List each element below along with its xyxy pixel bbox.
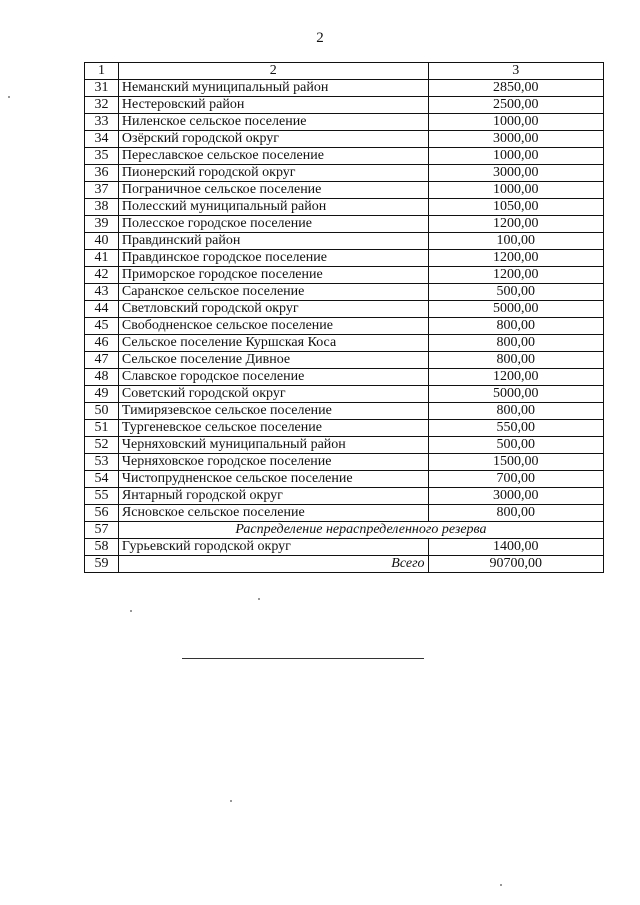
- table-row: [85, 284, 604, 301]
- table-row: [85, 352, 604, 369]
- table-row: [85, 216, 604, 233]
- row-number: 43: [85, 284, 119, 301]
- table-row: [85, 250, 604, 267]
- municipality-name: Советский городской округ: [118, 386, 428, 403]
- page-number: 2: [316, 30, 324, 46]
- municipality-name: Янтарный городской округ: [118, 488, 428, 505]
- municipality-name: Саранское сельское поселение: [118, 284, 428, 301]
- total-amount: 90700,00: [428, 556, 603, 573]
- row-number: 51: [85, 420, 119, 437]
- row-number: 37: [85, 182, 119, 199]
- section-label: Распределение нераспределенного резерва: [118, 522, 603, 539]
- allocation-amount: 100,00: [428, 233, 603, 250]
- table-row: [85, 97, 604, 114]
- scan-speck: [130, 610, 132, 612]
- table-row: [85, 369, 604, 386]
- row-number: 53: [85, 454, 119, 471]
- table-row: [85, 301, 604, 318]
- column-header-1: 1: [85, 63, 119, 80]
- row-number: 31: [85, 80, 119, 97]
- table-row: [85, 471, 604, 488]
- municipality-name: Тимирязевское сельское поселение: [118, 403, 428, 420]
- table-header-row: [85, 63, 604, 80]
- municipality-name: Пионерский городской округ: [118, 165, 428, 182]
- row-number: 34: [85, 131, 119, 148]
- scan-speck: [500, 884, 502, 886]
- budget-allocation-table: [84, 62, 604, 573]
- column-header-3: 3: [428, 63, 603, 80]
- table-row: [85, 488, 604, 505]
- allocation-amount: 3000,00: [428, 131, 603, 148]
- row-number: 42: [85, 267, 119, 284]
- row-number: 49: [85, 386, 119, 403]
- allocation-amount: 1050,00: [428, 199, 603, 216]
- row-number: 44: [85, 301, 119, 318]
- allocation-amount: 3000,00: [428, 488, 603, 505]
- row-number: 54: [85, 471, 119, 488]
- municipality-name: Полесский муниципальный район: [118, 199, 428, 216]
- municipality-name: Светловский городской округ: [118, 301, 428, 318]
- row-number: 47: [85, 352, 119, 369]
- table-row: [85, 267, 604, 284]
- municipality-name: Правдинский район: [118, 233, 428, 250]
- row-number: 36: [85, 165, 119, 182]
- scan-speck: [230, 800, 232, 802]
- allocation-amount: 800,00: [428, 352, 603, 369]
- allocation-amount: 1200,00: [428, 369, 603, 386]
- allocation-amount: 800,00: [428, 335, 603, 352]
- row-number: 55: [85, 488, 119, 505]
- municipality-name: Полесское городское поселение: [118, 216, 428, 233]
- municipality-name: Тургеневское сельское поселение: [118, 420, 428, 437]
- table-row: [85, 80, 604, 97]
- scan-speck: [258, 598, 260, 600]
- municipality-name: Свободненское сельское поселение: [118, 318, 428, 335]
- row-number: 38: [85, 199, 119, 216]
- row-number: 45: [85, 318, 119, 335]
- allocation-amount: 2850,00: [428, 80, 603, 97]
- municipality-name: Пограничное сельское поселение: [118, 182, 428, 199]
- row-number: 40: [85, 233, 119, 250]
- municipality-name: Приморское городское поселение: [118, 267, 428, 284]
- allocation-amount: 500,00: [428, 437, 603, 454]
- row-number: 59: [85, 556, 119, 573]
- section-row: [85, 522, 604, 539]
- row-number: 39: [85, 216, 119, 233]
- municipality-name: Правдинское городское поселение: [118, 250, 428, 267]
- table-row: [85, 335, 604, 352]
- table-row: [85, 131, 604, 148]
- allocation-amount: 800,00: [428, 318, 603, 335]
- allocation-amount: 550,00: [428, 420, 603, 437]
- allocation-amount: 1000,00: [428, 148, 603, 165]
- allocation-amount: 5000,00: [428, 301, 603, 318]
- row-number: 50: [85, 403, 119, 420]
- scan-speck: [8, 96, 10, 98]
- municipality-name: Ниленское сельское поселение: [118, 114, 428, 131]
- municipality-name: Нестеровский район: [118, 97, 428, 114]
- municipality-name: Сельское поселение Дивное: [118, 352, 428, 369]
- table-row: [85, 199, 604, 216]
- table-row: [85, 539, 604, 556]
- table-row: [85, 318, 604, 335]
- allocation-amount: 2500,00: [428, 97, 603, 114]
- municipality-name: Переславское сельское поселение: [118, 148, 428, 165]
- table-row: [85, 148, 604, 165]
- column-header-2: 2: [118, 63, 428, 80]
- allocation-amount: 800,00: [428, 505, 603, 522]
- total-row: [85, 556, 604, 573]
- municipality-name: Озёрский городской округ: [118, 131, 428, 148]
- table-row: [85, 420, 604, 437]
- table-row: [85, 114, 604, 131]
- allocation-amount: 1000,00: [428, 114, 603, 131]
- allocation-amount: 5000,00: [428, 386, 603, 403]
- allocation-amount: 1200,00: [428, 250, 603, 267]
- table-row: [85, 505, 604, 522]
- table-row: [85, 403, 604, 420]
- table-row: [85, 386, 604, 403]
- row-number: 58: [85, 539, 119, 556]
- allocation-amount: 1200,00: [428, 216, 603, 233]
- row-number: 48: [85, 369, 119, 386]
- table-row: [85, 454, 604, 471]
- row-number: 57: [85, 522, 119, 539]
- table-row: [85, 182, 604, 199]
- allocation-amount: 1000,00: [428, 182, 603, 199]
- allocation-amount: 500,00: [428, 284, 603, 301]
- allocation-amount: 1200,00: [428, 267, 603, 284]
- row-number: 52: [85, 437, 119, 454]
- table-row: [85, 233, 604, 250]
- municipality-name: Чистопрудненское сельское поселение: [118, 471, 428, 488]
- allocation-amount: 800,00: [428, 403, 603, 420]
- row-number: 33: [85, 114, 119, 131]
- total-label: Всего: [118, 556, 428, 573]
- municipality-name: Черняховское городское поселение: [118, 454, 428, 471]
- municipality-name: Славское городское поселение: [118, 369, 428, 386]
- row-number: 35: [85, 148, 119, 165]
- allocation-amount: 1500,00: [428, 454, 603, 471]
- municipality-name: Гурьевский городской округ: [118, 539, 428, 556]
- separator-line: [182, 658, 424, 659]
- table-row: [85, 165, 604, 182]
- table-body: [85, 80, 604, 573]
- row-number: 32: [85, 97, 119, 114]
- table-row: [85, 437, 604, 454]
- allocation-amount: 1400,00: [428, 539, 603, 556]
- municipality-name: Неманский муниципальный район: [118, 80, 428, 97]
- municipality-name: Ясновское сельское поселение: [118, 505, 428, 522]
- allocation-amount: 700,00: [428, 471, 603, 488]
- municipality-name: Сельское поселение Куршская Коса: [118, 335, 428, 352]
- row-number: 41: [85, 250, 119, 267]
- row-number: 46: [85, 335, 119, 352]
- allocation-amount: 3000,00: [428, 165, 603, 182]
- row-number: 56: [85, 505, 119, 522]
- municipality-name: Черняховский муниципальный район: [118, 437, 428, 454]
